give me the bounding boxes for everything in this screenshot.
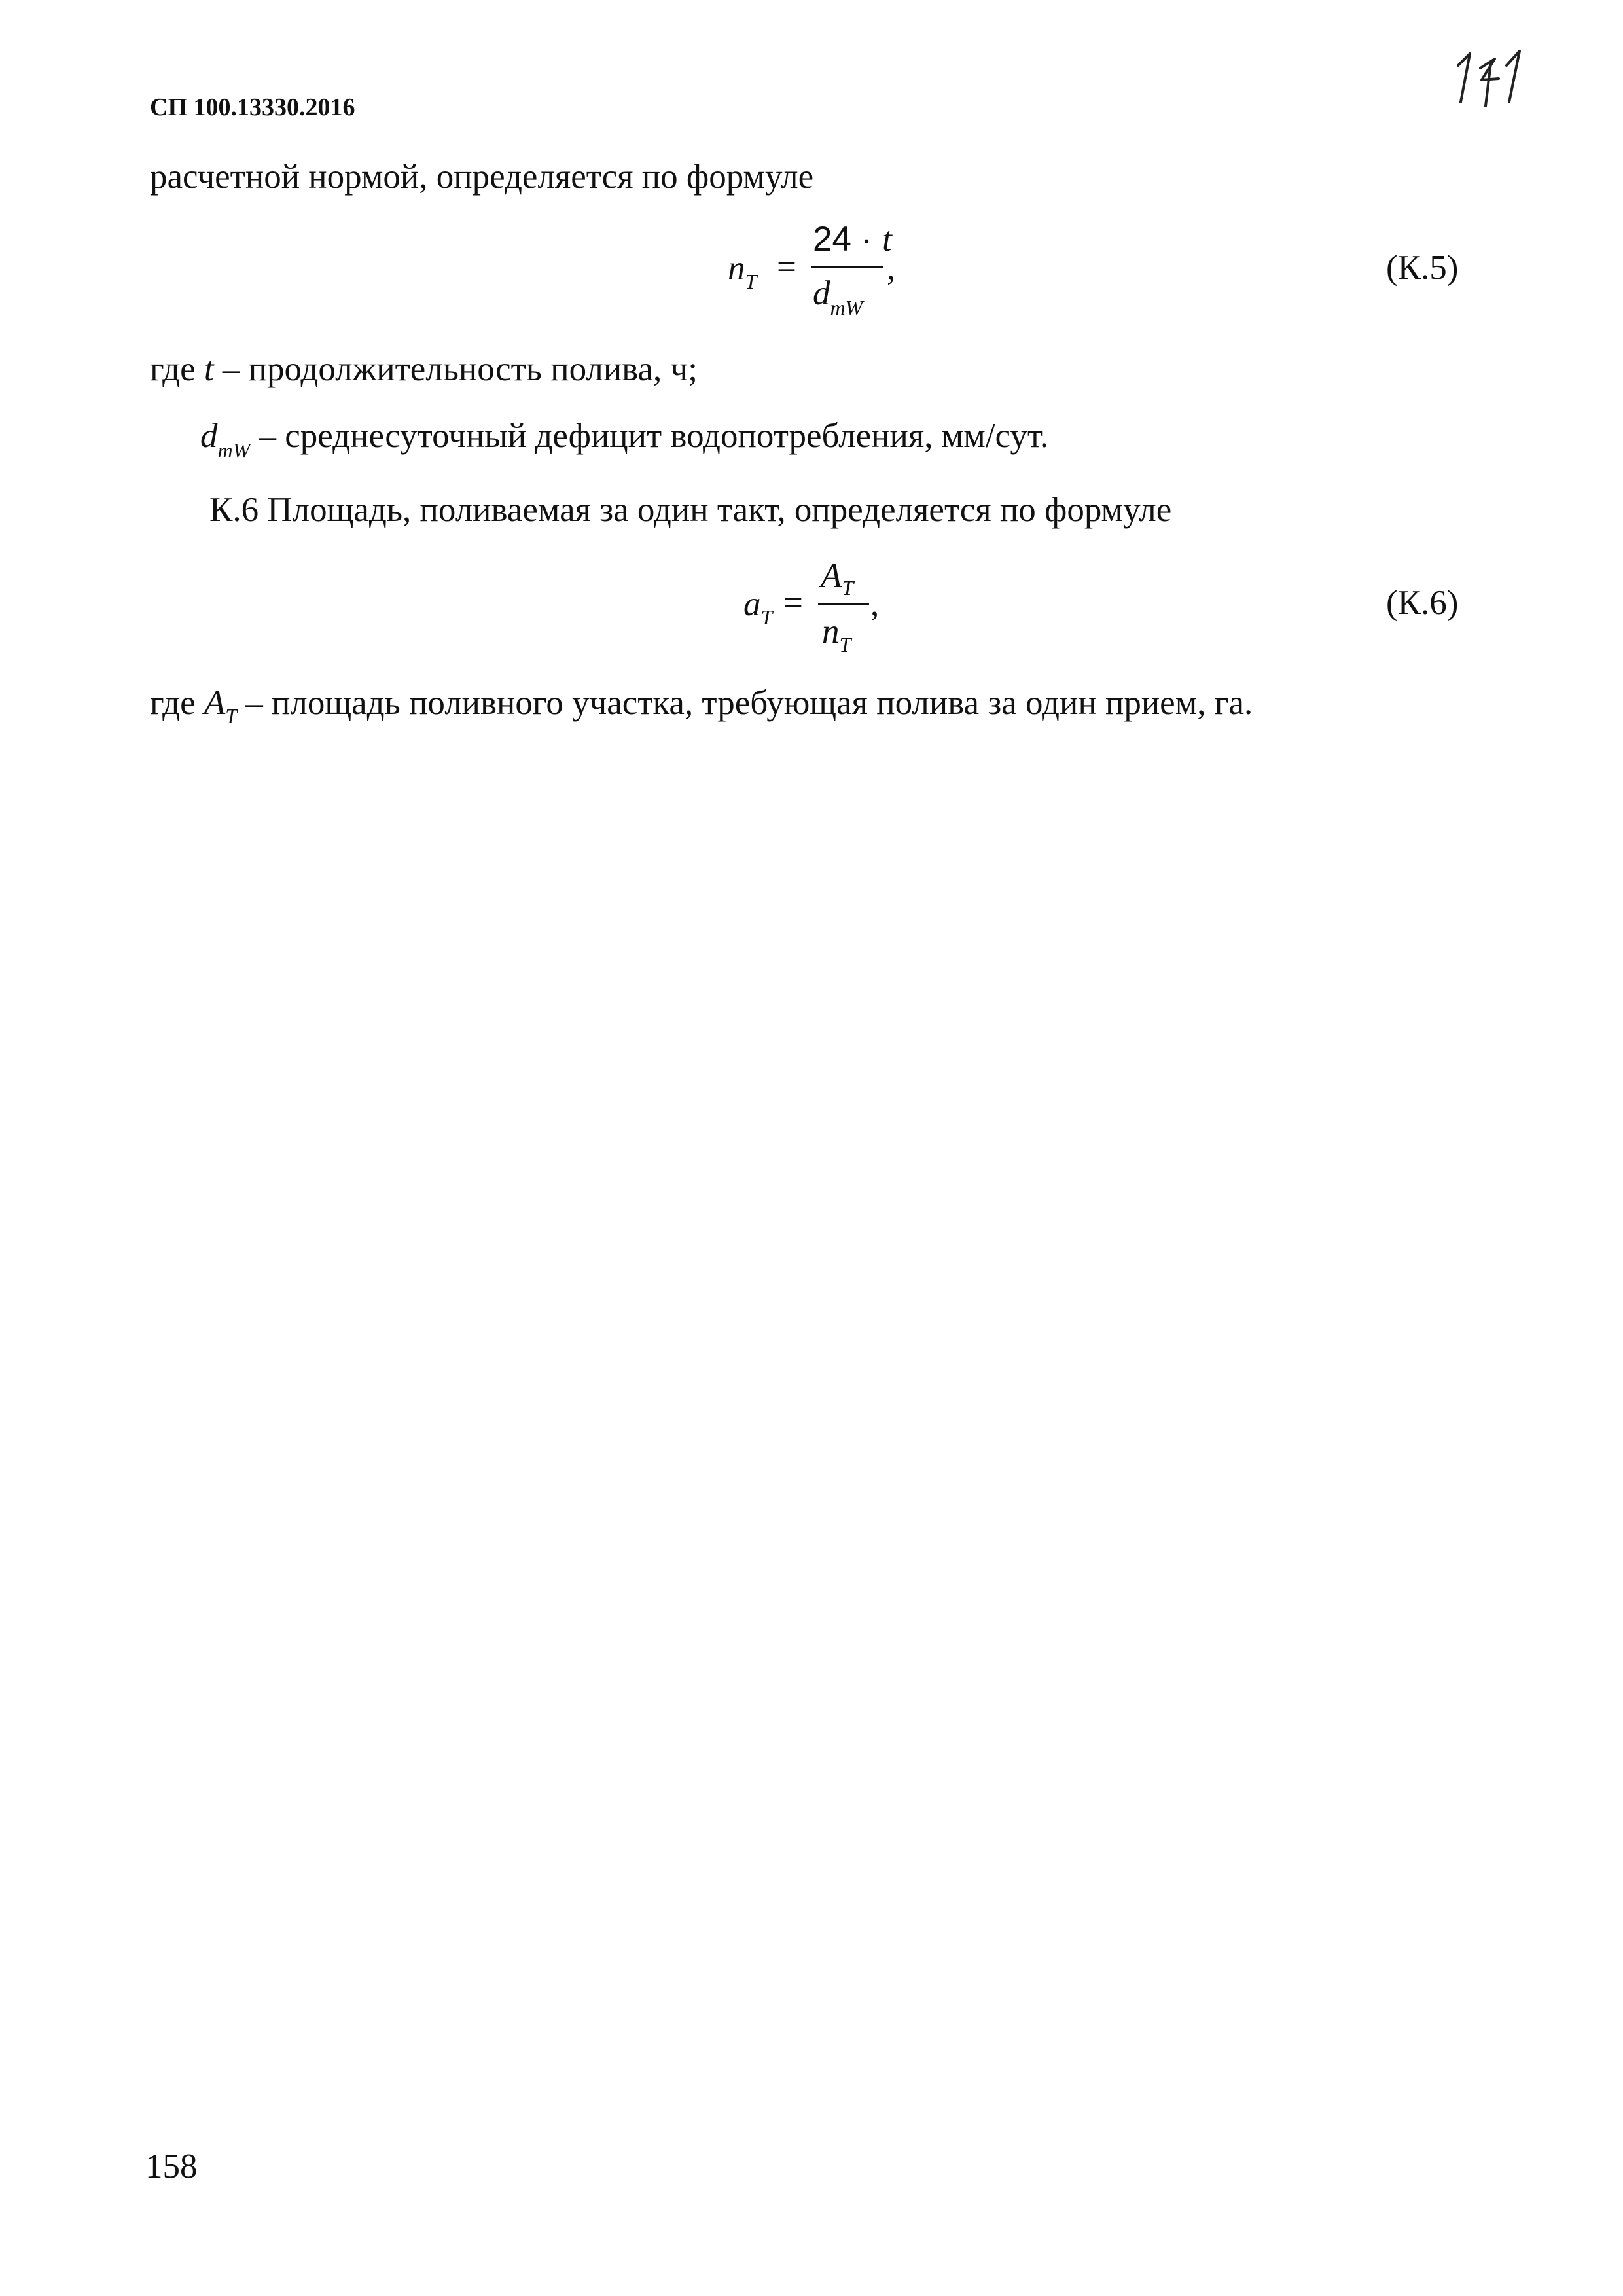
formula-k6-numerator: $A_T$ <box>821 557 854 600</box>
definition-dmw: $d_{mW}$ – среднесуточный дефицит водопотребления, мм/сут. <box>200 417 1049 462</box>
formula-k6-equals: = <box>783 584 803 622</box>
section-k6-paragraph: К.6 Площадь, поливаемая за один такт, определяется по формуле <box>209 491 1172 529</box>
formula-k6-lhs: $a_T$ <box>743 585 773 629</box>
formula-k6-fraction-bar <box>818 603 869 605</box>
formula-k5-tag: (К.5) <box>1386 249 1459 287</box>
definition-at: где $A_T$ – площадь поливного участка, требующая полива за один прием, га. <box>150 684 1253 728</box>
intro-line: расчетной нормой, определяется по формуле <box>150 158 814 196</box>
definition-t: где t – продолжительность полива, ч; <box>150 350 698 388</box>
handwritten-page-number <box>1452 39 1537 111</box>
formula-k5-numerator: 24 · t <box>813 220 892 259</box>
document-code: СП 100.13330.2016 <box>150 94 355 121</box>
formula-k5-comma: , <box>887 249 896 287</box>
formula-k5-lhs: $n_T$ <box>728 249 757 293</box>
page-number: 158 <box>145 2147 198 2185</box>
formula-k5-equals: = <box>777 248 796 286</box>
formula-k5-denominator: $d_{mW}$ <box>813 274 863 319</box>
formula-k6-denominator: $n_T$ <box>822 613 851 656</box>
formula-k6-tag: (К.6) <box>1386 584 1459 622</box>
formula-k5-fraction-bar <box>812 266 883 268</box>
formula-k6-comma: , <box>870 585 880 623</box>
